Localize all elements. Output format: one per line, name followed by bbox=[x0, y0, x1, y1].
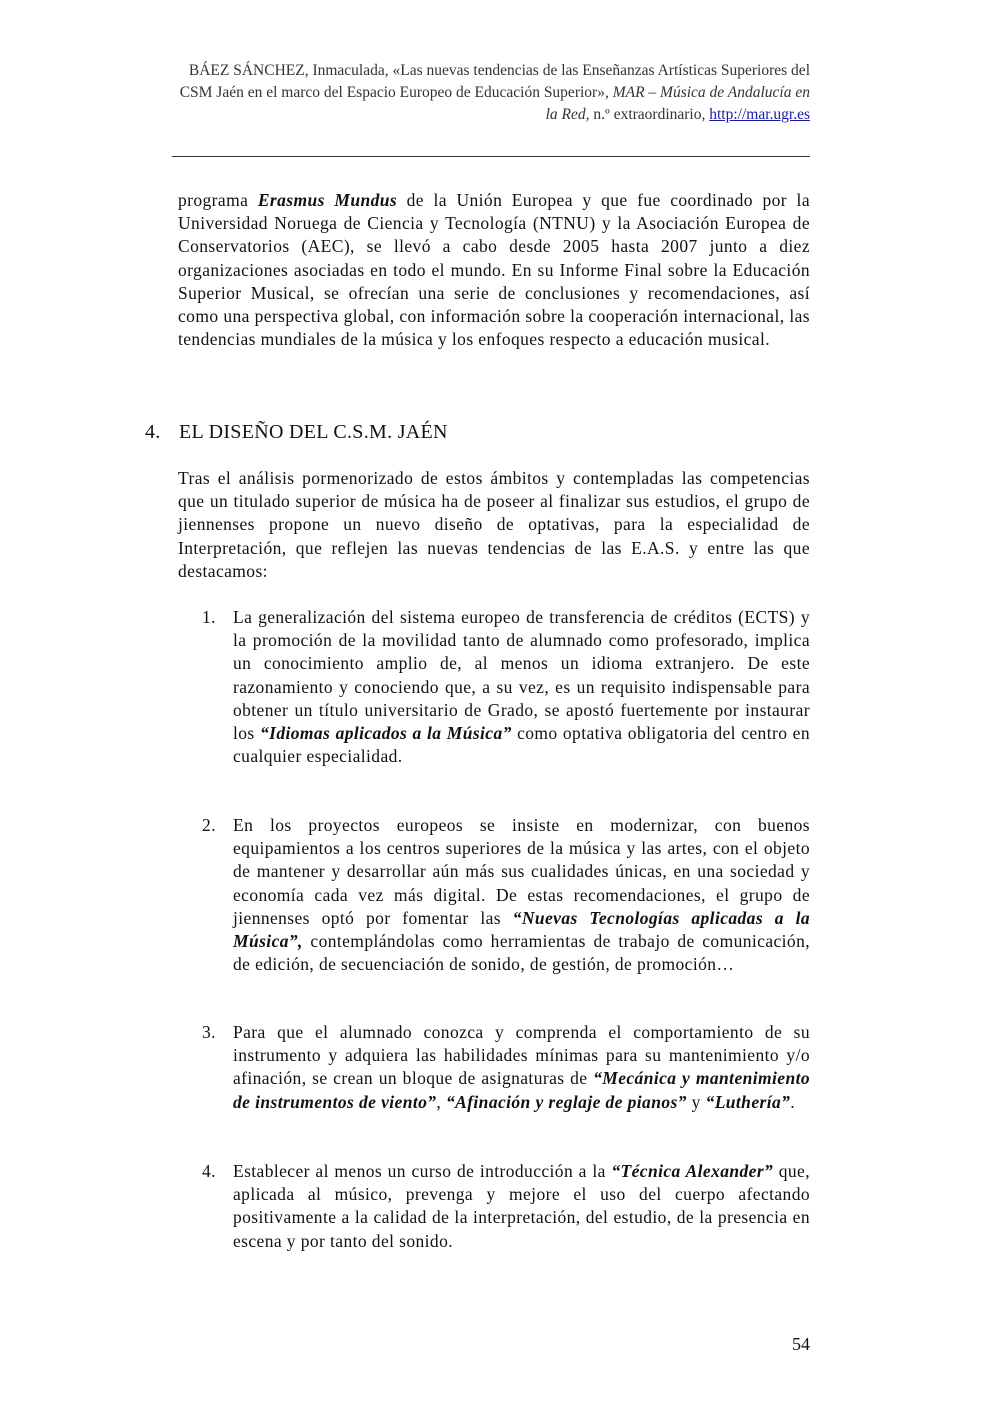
section-title: EL DISEÑO DEL C.S.M. JAÉN bbox=[179, 421, 448, 443]
emphasized-subject: “Técnica Alexander” bbox=[611, 1161, 774, 1181]
list-item-text bbox=[233, 814, 810, 976]
journal-name-end: la Red, bbox=[545, 106, 590, 123]
emphasized-subject: “Afinación y reglaje de pianos” bbox=[445, 1091, 687, 1112]
list-item-text bbox=[233, 606, 810, 768]
list-item bbox=[200, 606, 810, 768]
list-item-number: 4. bbox=[202, 1161, 216, 1181]
list-item bbox=[200, 1021, 810, 1114]
page-number: 54 bbox=[792, 1334, 810, 1354]
journal-name: MAR – Música de Andalucía en bbox=[612, 84, 810, 101]
list-item-text-a: Para que el alumnado conozca y comprenda el comportamiento de su instrumento y adquiera las habilidades mínimas para su mantenimiento y/o afinación, se crean un bloque de asignaturas de bbox=[233, 1022, 810, 1089]
list-item bbox=[200, 1160, 810, 1253]
separator: , bbox=[436, 1091, 446, 1112]
list-item-number: 3. bbox=[202, 1022, 216, 1042]
citation-header bbox=[140, 60, 810, 126]
emphasized-subject: “Nuevas Tecnologías aplicadas a la Música”, bbox=[233, 907, 811, 952]
section-heading bbox=[145, 421, 448, 444]
list-item-text bbox=[233, 1160, 810, 1253]
emphasized-subject: “Mecánica y mantenimiento de instrumentos de viento” bbox=[233, 1068, 810, 1112]
list-item-number: 1. bbox=[202, 607, 216, 627]
intro-text-rest: de la Unión Europea y que fue coordinado por la Universidad Noruega de Ciencia y Tecnología (NTNU) y la Asociación Europea de Conservatorios (AEC), se llevó a cabo desde 2005 hasta 2007 junto a diez organizaciones asociadas en todo el mundo. En su Informe Final sobre la Educación Superior Musical, se ofrecían una serie de conclusiones y recomendaciones, así como una perspectiva global, con información sobre la cooperación internacional, las tendencias mundiales de la música y los enfoques respecto a educación musical. bbox=[178, 190, 810, 350]
citation-line-2 bbox=[140, 82, 810, 104]
list-item-text-a: En los proyectos europeos se insiste en modernizar, con buenos equipamientos a los centros superiores de la música y las artes, con el objeto de mantener y desarrollar aún más sus cualidades únicas, en una sociedad y economía cada vez más digital. De estas recomendaciones, el grupo de jiennenses optó por fomentar las bbox=[233, 815, 810, 928]
list-item-text-c: contemplándolas como herramientas de trabajo de comunicación, de edición, de secuenciación de sonido, de gestión, de promoción… bbox=[233, 931, 810, 975]
citation-line-1: BÁEZ SÁNCHEZ, Inmaculada, «Las nuevas tendencias de las Enseñanzas Artísticas Superiores del bbox=[188, 62, 810, 79]
journal-url-link[interactable]: http://mar.ugr.es bbox=[709, 106, 810, 123]
list-item-text-a: Establecer al menos un curso de introducción a la bbox=[233, 1161, 612, 1181]
list-item-number: 2. bbox=[202, 815, 216, 835]
intro-paragraph bbox=[178, 189, 810, 351]
section-number: 4. bbox=[145, 421, 161, 443]
intro-text-start: programa bbox=[178, 190, 258, 210]
emphasized-subject: “Luthería” bbox=[705, 1091, 791, 1112]
list-item-text-a: La generalización del sistema europeo de transferencia de créditos (ECTS) y la promoción de la movilidad tanto de alumnado como profesorado, implica un conocimiento amplio de, al menos un idioma extranjero. De este razonamiento y conociendo que, a su vez, es un requisito indispensable para obtener un título universitario de Grado, se apostó fuertemente por instaurar los bbox=[233, 607, 810, 744]
header-divider bbox=[172, 156, 810, 157]
separator: y bbox=[686, 1091, 706, 1112]
issue-label: n.º extraordinario, bbox=[593, 106, 706, 123]
list-item-text-c: que, aplicada al músico, prevenga y mejore el uso del cuerpo afectando positivamente a la calidad de la interpretación, del estudio, de la presencia en escena y por tanto del sonido. bbox=[233, 1161, 810, 1251]
list-item-text-c: . bbox=[790, 1091, 796, 1112]
list-item-text bbox=[233, 1021, 810, 1114]
citation-line-3 bbox=[140, 104, 810, 126]
body-paragraph: Tras el análisis pormenorizado de estos ámbitos y contempladas las competencias que un titulado superior de música ha de poseer al finalizar sus estudios, el grupo de jiennenses propone un nuevo diseño de optativas, para la especialidad de Interpretación, que reflejen las nuevas tendencias de las E.A.S. y entre las que destacamos: bbox=[178, 468, 810, 581]
list-item-text-c: como optativa obligatoria del centro en cualquier especialidad. bbox=[233, 723, 810, 767]
emphasized-subject: “Idiomas aplicados a la Música” bbox=[259, 723, 512, 744]
citation-title-end: CSM Jaén en el marco del Espacio Europeo de Educación Superior», bbox=[179, 84, 609, 101]
erasmus-mundus-term: Erasmus Mundus bbox=[257, 190, 398, 210]
list-item bbox=[200, 814, 810, 976]
